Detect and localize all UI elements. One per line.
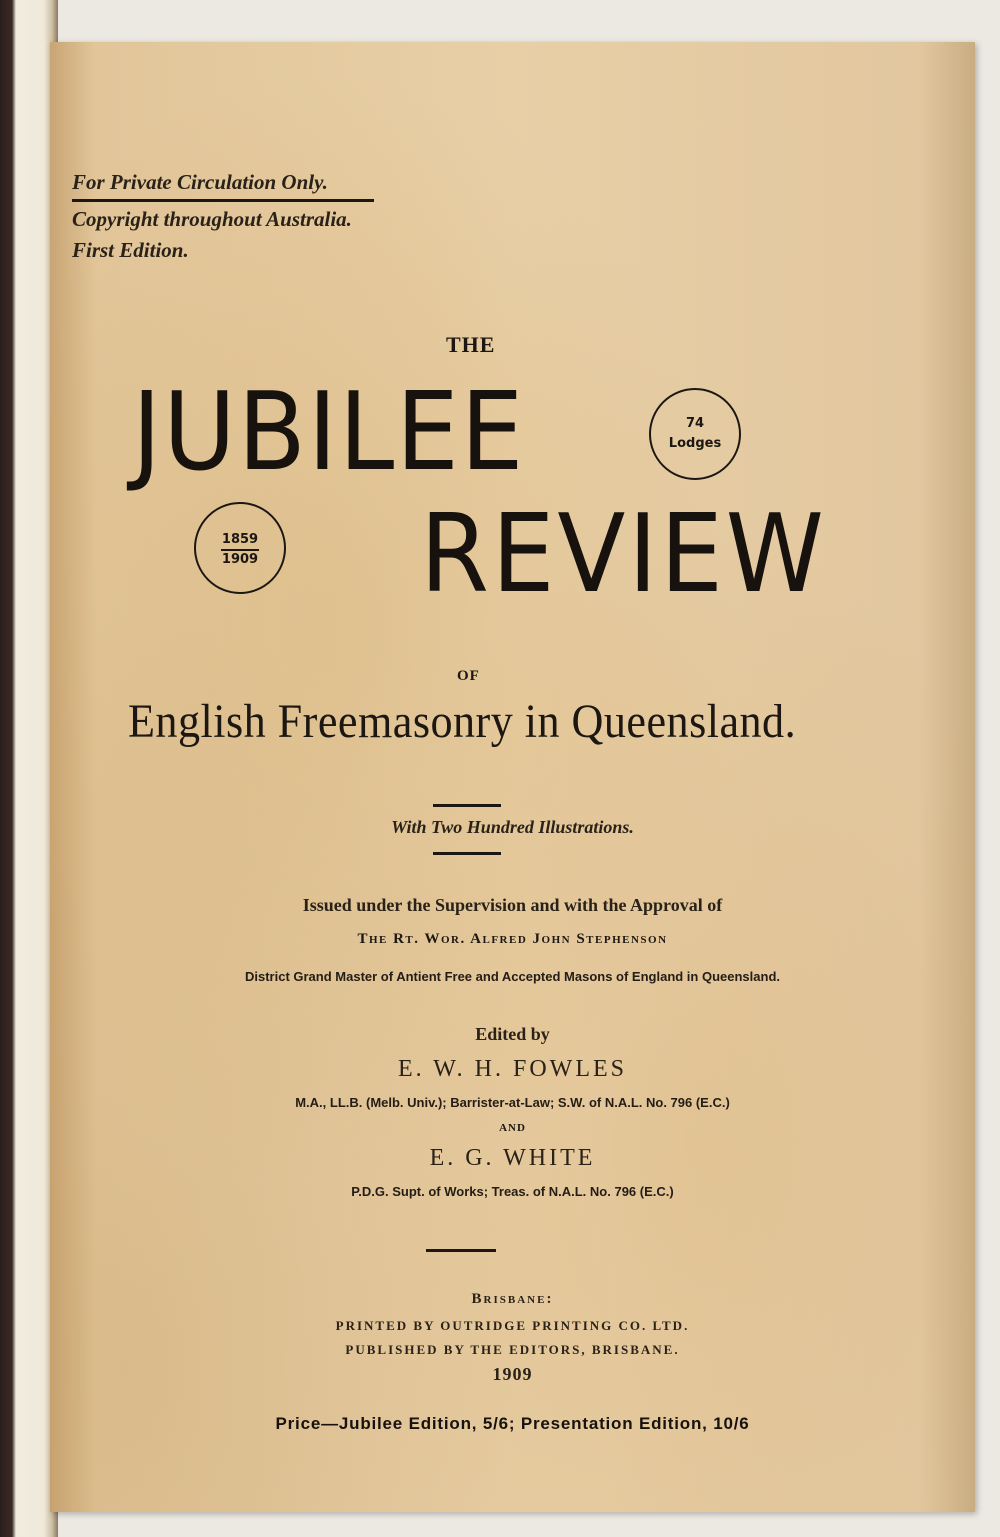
imprint-publisher: PUBLISHED BY THE EDITORS, BRISBANE. xyxy=(345,1342,680,1357)
and-label: AND xyxy=(499,1122,526,1134)
editor-2-name: E. G. WHITE xyxy=(429,1145,596,1171)
title-subtitle: English Freemasonry in Queensland. xyxy=(128,695,797,748)
grand-master-office: District Grand Master of Antient Free and Accepted Masons of England in Queensland. xyxy=(244,969,780,984)
title-review: REVIEW xyxy=(420,492,827,617)
title-of: OF xyxy=(457,668,480,684)
lodges-label: Lodges xyxy=(668,436,722,451)
lodges-badge xyxy=(649,388,741,480)
editor-1-credentials: M.A., LL.B. (Melb. Univ.); Barrister-at-Law; S.W. of N.A.L. No. 796 (E.C.) xyxy=(295,1095,730,1110)
lower-rule xyxy=(433,852,501,855)
private-circulation-notice: For Private Circulation Only. xyxy=(72,170,328,194)
supervision-line: Issued under the Supervision and with the Approval of xyxy=(302,895,723,915)
title-article: THE xyxy=(446,332,496,357)
years-badge xyxy=(194,502,286,594)
edition-notice: First Edition. xyxy=(72,238,189,262)
imprint-rule xyxy=(426,1249,496,1252)
editor-1-name: E. W. H. FOWLES xyxy=(397,1056,627,1082)
price-line: Price—Jubilee Edition, 5/6; Presentation Edition, 10/6 xyxy=(275,1414,750,1433)
year-end: 1909 xyxy=(221,552,259,567)
year-start: 1859 xyxy=(221,532,259,547)
edited-by-label: Edited by xyxy=(475,1024,550,1044)
copyright-notice: Copyright throughout Australia. xyxy=(72,207,352,231)
editor-2-credentials: P.D.G. Supt. of Works; Treas. of N.A.L. No. 796 (E.C.) xyxy=(351,1184,674,1199)
title-page xyxy=(50,42,975,1512)
imprint-printer: PRINTED BY OUTRIDGE PRINTING CO. LTD. xyxy=(335,1318,690,1333)
imprint-year: 1909 xyxy=(492,1364,533,1384)
grand-master-name: The Rt. Wor. Alfred John Stephenson xyxy=(357,931,668,947)
upper-rule xyxy=(433,804,501,807)
notice-underline xyxy=(72,199,374,202)
years-divider xyxy=(221,549,259,551)
illustrations-note: With Two Hundred Illustrations. xyxy=(391,817,634,837)
title-jubilee: JUBILEE xyxy=(132,370,526,495)
imprint-place: Brisbane: xyxy=(471,1291,554,1307)
lodges-number: 74 xyxy=(685,416,705,431)
